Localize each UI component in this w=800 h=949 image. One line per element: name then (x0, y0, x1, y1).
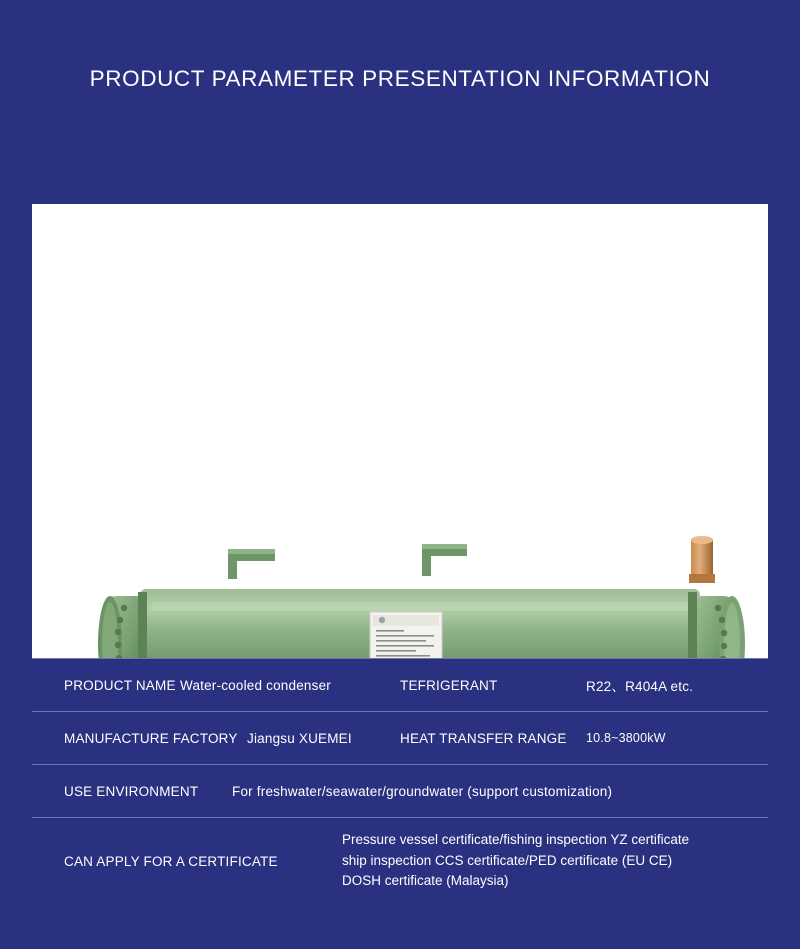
nameplate (370, 612, 442, 658)
table-row (32, 818, 768, 904)
table-row (32, 712, 768, 765)
page-title: PRODUCT PARAMETER PRESENTATION INFORMATION (89, 66, 711, 91)
mounting-bracket-top-middle (422, 544, 467, 576)
spec-value-refrigerant: R22、R404A etc. (586, 679, 694, 694)
spec-value-heat-transfer-range: 10.8~3800kW (586, 731, 666, 745)
mounting-bracket-top-left (228, 549, 275, 579)
content-panel (0, 158, 800, 949)
table-row (32, 765, 768, 818)
specification-table (32, 658, 768, 904)
spec-label-heat-transfer-range: HEAT TRANSFER RANGE (400, 730, 567, 746)
spec-label-product-name: PRODUCT NAME (64, 677, 176, 693)
product-photo (32, 204, 768, 658)
spec-value-certificate (342, 818, 762, 904)
spec-label-certificate: CAN APPLY FOR A CERTIFICATE (64, 853, 278, 869)
spec-value-use-environment: For freshwater/seawater/groundwater (support customization) (232, 783, 613, 799)
certificate-line: DOSH certificate (Malaysia) (342, 873, 509, 889)
spec-value-manufacture-factory: Jiangsu XUEMEI (247, 730, 352, 746)
right-end-cap (688, 592, 745, 658)
spec-label-use-environment: USE ENVIRONMENT (64, 783, 199, 799)
certificate-line: Pressure vessel certificate/fishing inspection YZ certificate (342, 831, 690, 847)
table-row (32, 658, 768, 712)
copper-outlet-pipe (689, 536, 715, 583)
water-cooled-condenser-illustration (32, 204, 768, 658)
spec-value-product-name: Water-cooled condenser (180, 677, 331, 693)
left-end-cap (98, 592, 147, 658)
page-header (0, 0, 800, 158)
spec-label-manufacture-factory: MANUFACTURE FACTORY (64, 730, 238, 746)
certificate-line: ship inspection CCS certificate/PED certificate (EU CE) (342, 852, 673, 868)
spec-label-refrigerant: TEFRIGERANT (400, 677, 498, 693)
